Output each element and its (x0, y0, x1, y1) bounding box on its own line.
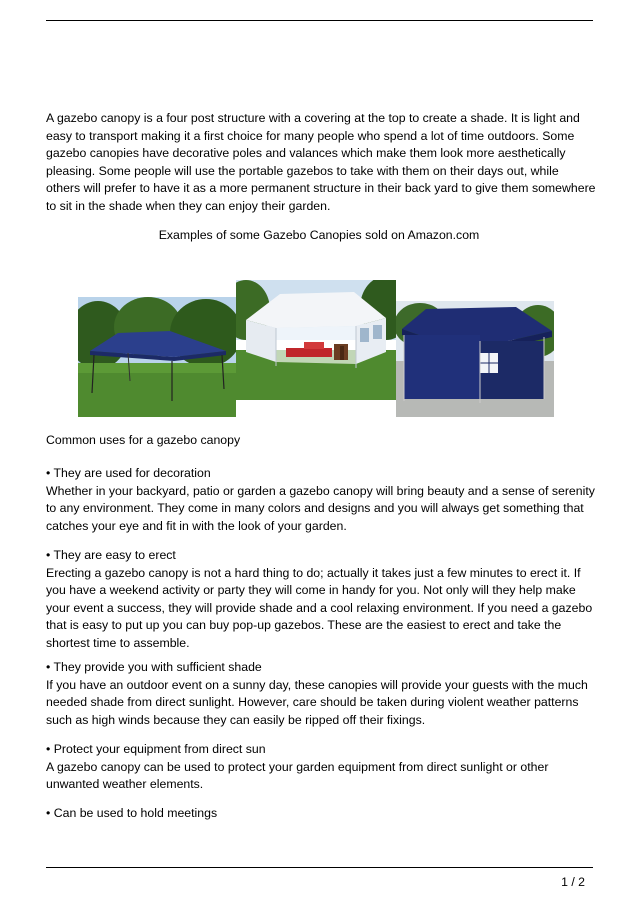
examples-caption: Examples of some Gazebo Canopies sold on Amazon.com (158, 228, 480, 242)
footer-rule (46, 867, 593, 868)
section-decoration (46, 465, 596, 535)
header-rule (46, 20, 593, 21)
intro-paragraph: A gazebo canopy is a four post structure with a covering at the top to create a shade. It is light and easy to transport making it a first choice for many people who spend a lot of time outdoors. Some gazebo canopies have decorative poles and valances which make them look more aesthetically pleasing. Some people will use the portable gazebos to take with them on their days out, while others will prefer to have it as a more permanent structure in their back yard to give them somewhere to sit in the shade when they can enjoy their garden. (46, 111, 596, 213)
section-heading: • Can be used to hold meetings (46, 806, 218, 820)
section-heading: • Protect your equipment from direct sun (46, 742, 266, 756)
section-protect-equipment (46, 741, 596, 794)
photo-navy-canopy-sidewalls (396, 301, 554, 417)
section-heading: • They are used for decoration (46, 466, 211, 480)
photo-blue-popup-canopy (78, 297, 236, 417)
section-body: If you have an outdoor event on a sunny day, these canopies will provide your guests with the much needed shade from direct sunlight. However, care should be taken during violent weather patterns such as high winds because they can easily be ripped off their fixings. (46, 677, 588, 727)
section-meetings (46, 805, 596, 823)
section-heading: • They provide you with sufficient shade (46, 660, 262, 674)
section-easy-to-erect (46, 547, 596, 653)
section-body: A gazebo canopy can be used to protect your garden equipment from direct sunlight or other unwanted weather elements. (46, 759, 549, 792)
photo-white-party-tent (236, 280, 396, 400)
section-shade (46, 659, 596, 729)
uses-title: Common uses for a gazebo canopy (46, 433, 241, 447)
section-body: Whether in your backyard, patio or garden a gazebo canopy will bring beauty and a sense of serenity to any environment. They come in many colors and designs and you will always get something that catches your eye and fit in with the look of your garden. (46, 483, 595, 533)
section-heading: • They are easy to erect (46, 548, 176, 562)
page-number: 1 / 2 (561, 875, 585, 889)
section-body: Erecting a gazebo canopy is not a hard thing to do; actually it takes just a few minutes to erect it. If you have a weekend activity or party they will come in handy for you. Not only will they help make your event a success, they will provide shade and a cool relaxing environment. If you need a gazebo that is easy to put up you can buy pop-up gazebos. These are the easiest to erect and take the shortest time to assemble. (46, 565, 593, 650)
